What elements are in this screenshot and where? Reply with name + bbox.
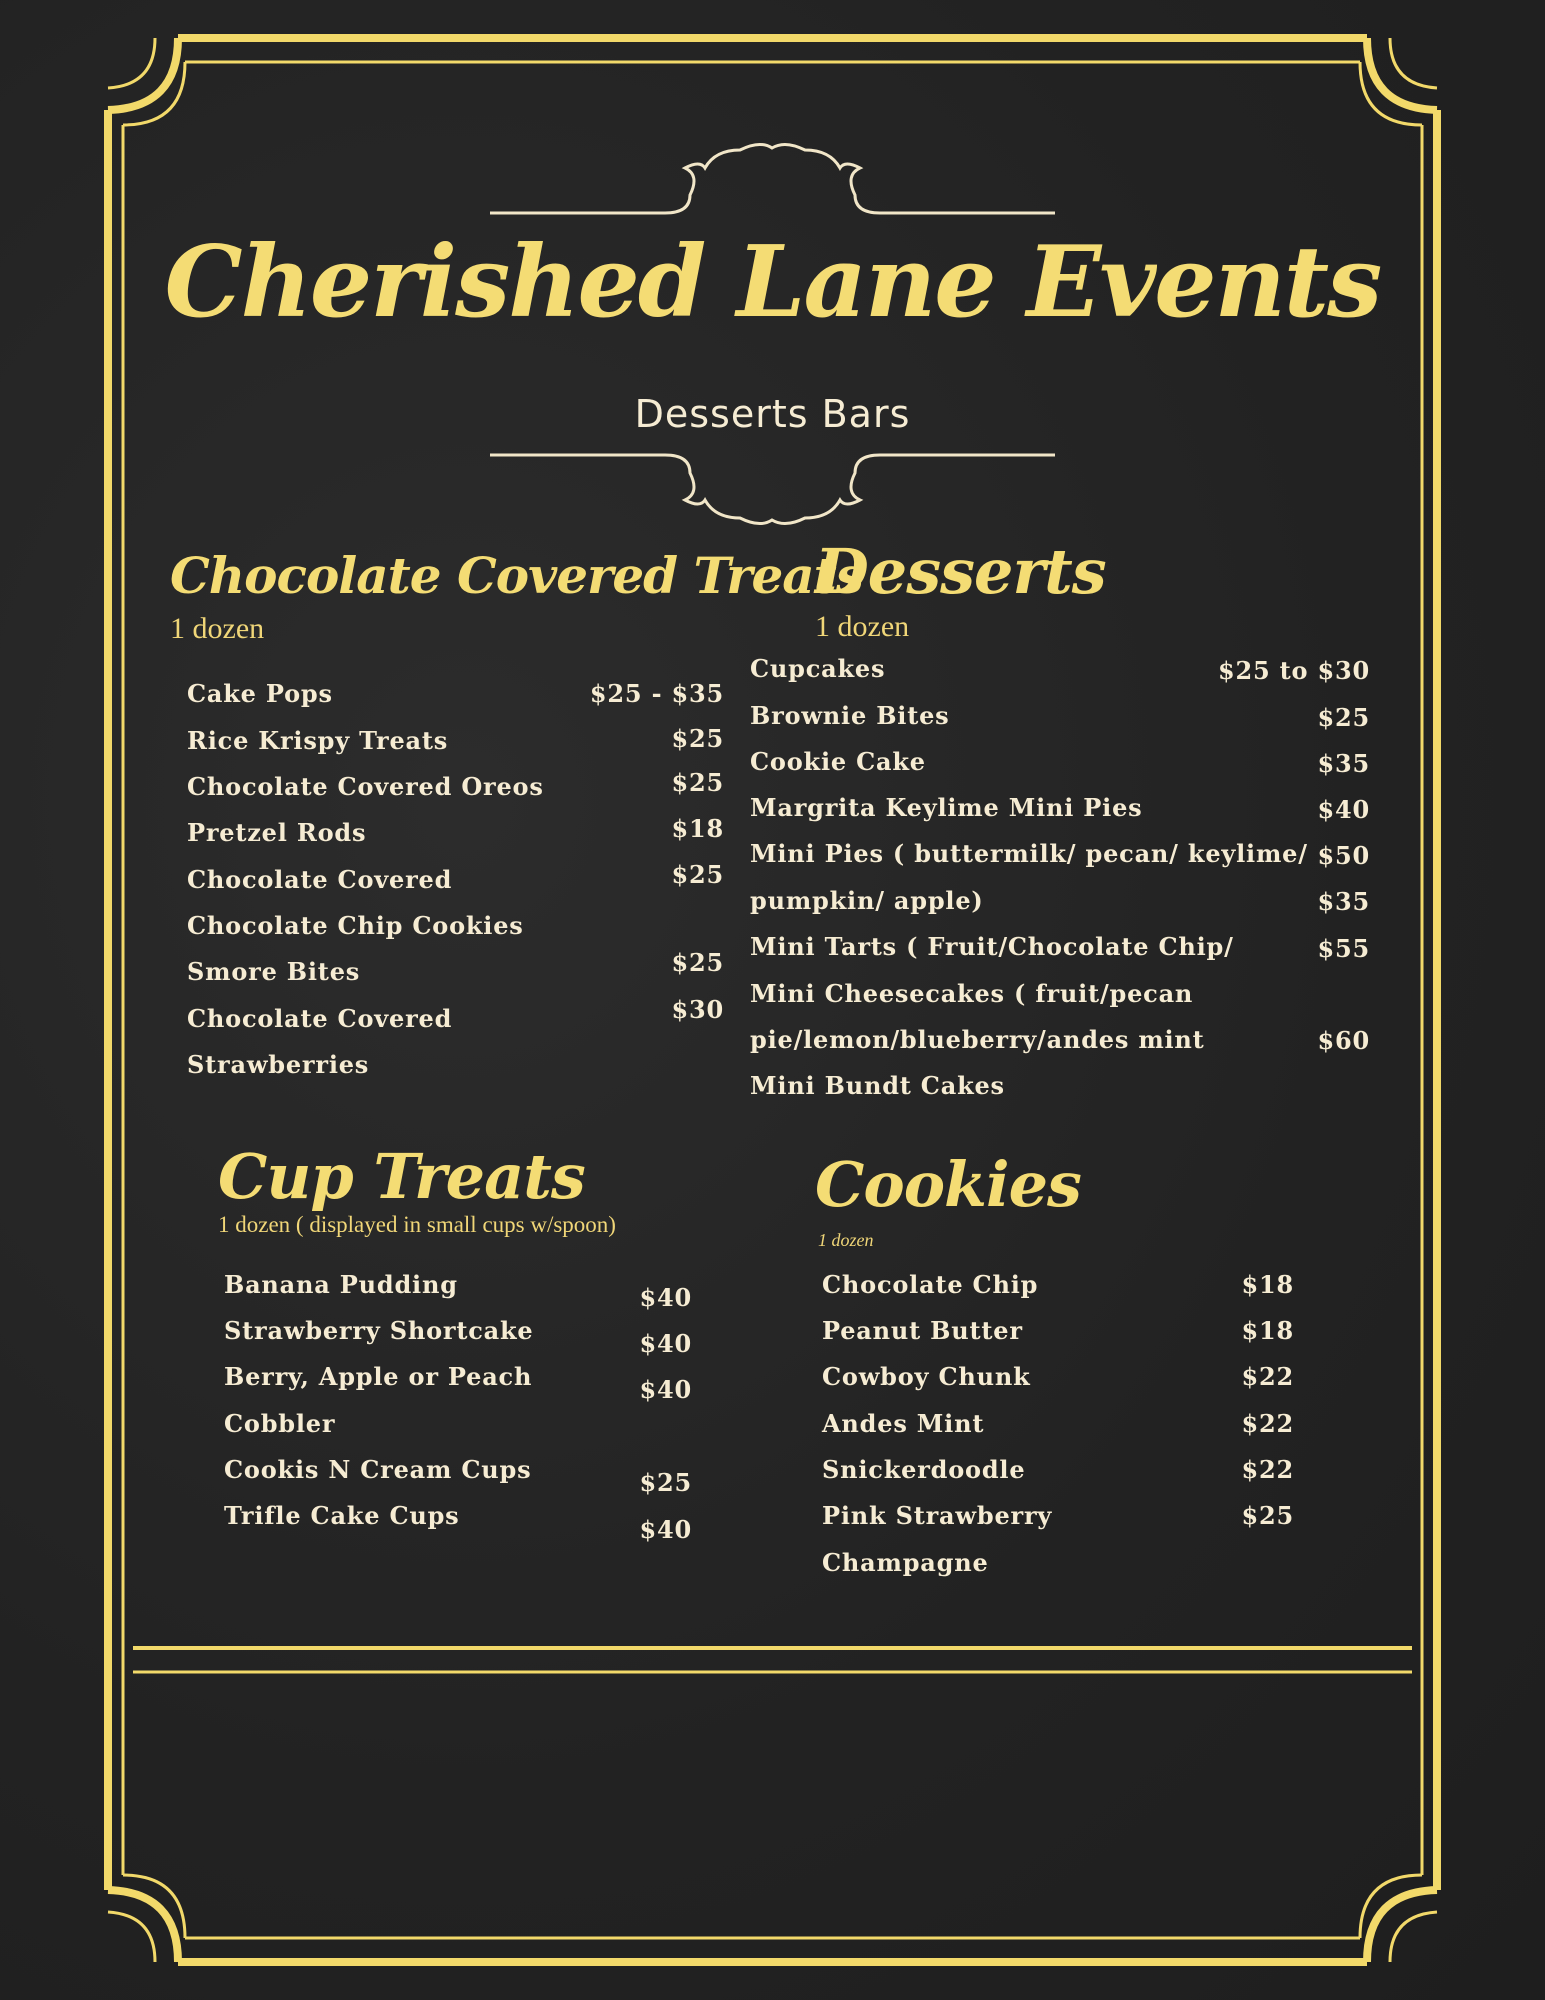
menu-item-price: $25 [671, 768, 724, 797]
menu-item-price: $25 [671, 724, 724, 753]
section-note-cup: 1 dozen ( displayed in small cups w/spoon) [218, 1212, 616, 1237]
menu-item-price: $25 [639, 1468, 692, 1497]
menu-item-price: $25 [1317, 703, 1370, 732]
menu-item-label: Strawberries [187, 1050, 370, 1079]
menu-item-price: $40 [1317, 795, 1370, 824]
menu-item-label: Smore Bites [187, 957, 361, 986]
menu-item-label: Mini Tarts ( Fruit/Chocolate Chip/ [750, 932, 1234, 961]
menu-item-price: $60 [1317, 1026, 1370, 1055]
menu-item-label: Margrita Keylime Mini Pies [750, 793, 1143, 822]
section-heading-cup: Cup Treats [218, 1140, 585, 1213]
menu-item-label: Chocolate Covered Oreos [187, 772, 544, 801]
menu-item-label: Cookie Cake [750, 747, 926, 776]
section-heading-cookies: Cookies [815, 1148, 1081, 1221]
menu-item-label: Snickerdoodle [822, 1455, 1026, 1484]
menu-item-price: $55 [1317, 934, 1370, 963]
menu-item-label: Chocolate Covered [187, 865, 453, 894]
menu-item-price: $25 - $35 [589, 679, 724, 708]
menu-item-label: Mini Cheesecakes ( fruit/pecan [750, 979, 1194, 1008]
menu-item-label: Rice Krispy Treats [187, 726, 449, 755]
menu-item-price: $18 [1241, 1270, 1294, 1299]
menu-item-price: $22 [1241, 1455, 1294, 1484]
menu-item-label: Champagne [822, 1548, 989, 1577]
menu-item-label: Cupcakes [750, 654, 886, 683]
menu-item-price: $50 [1317, 841, 1370, 870]
menu-item-price: $35 [1317, 887, 1370, 916]
menu-item-price: $35 [1317, 749, 1370, 778]
menu-item-label: Mini Pies ( buttermilk/ pecan/ keylime/ [750, 839, 1308, 868]
menu-item-price: $25 [671, 948, 724, 977]
section-note-chocolate: 1 dozen [170, 612, 265, 645]
section-heading-desserts: Desserts [815, 535, 1106, 608]
menu-item-price: $22 [1241, 1409, 1294, 1438]
menu-item-price: $40 [639, 1515, 692, 1544]
menu-item-label: Andes Mint [822, 1409, 985, 1438]
menu-item-label: Banana Pudding [224, 1270, 458, 1299]
menu-item-price: $25 [671, 860, 724, 889]
menu-item-label: Brownie Bites [750, 701, 950, 730]
menu-item-price: $30 [671, 995, 724, 1024]
menu-item-price: $25 to $30 [1218, 656, 1370, 685]
menu-item-label: pie/lemon/blueberry/andes mint [750, 1025, 1205, 1054]
section-note-desserts: 1 dozen [815, 610, 910, 643]
menu-item-label: Pink Strawberry [822, 1501, 1053, 1530]
menu-item-price: $25 [1241, 1501, 1294, 1530]
menu-item-price: $40 [639, 1375, 692, 1404]
menu-item-price: $18 [671, 814, 724, 843]
menu-item-label: pumpkin/ apple) [750, 886, 984, 915]
menu-item-price: $40 [639, 1283, 692, 1312]
menu-item-label: Cobbler [224, 1409, 336, 1438]
menu-item-label: Mini Bundt Cakes [750, 1071, 1005, 1100]
menu-item-label: Cookis N Cream Cups [224, 1455, 532, 1484]
section-note-cookies: 1 dozen [818, 1230, 874, 1250]
menu-item-label: Trifle Cake Cups [224, 1501, 460, 1530]
page-title: Cherished Lane Events [164, 225, 1381, 340]
menu-item-label: Peanut Butter [822, 1316, 1023, 1345]
menu-item-label: Cowboy Chunk [822, 1362, 1031, 1391]
menu-item-price: $18 [1241, 1316, 1294, 1345]
menu-item-label: Chocolate Chip [822, 1270, 1039, 1299]
menu-item-label: Cake Pops [187, 679, 333, 708]
menu-item-price: $40 [639, 1329, 692, 1358]
menu-item-label: Chocolate Covered [187, 1004, 453, 1033]
menu-item-price: $22 [1241, 1362, 1294, 1391]
menu-item-label: Pretzel Rods [187, 818, 367, 847]
section-heading-chocolate: Chocolate Covered Treats [170, 546, 863, 605]
menu-item-label: Strawberry Shortcake [224, 1316, 534, 1345]
menu-item-label: Chocolate Chip Cookies [187, 911, 524, 940]
page-subtitle: Desserts Bars [634, 392, 911, 436]
menu-item-label: Berry, Apple or Peach [224, 1362, 533, 1391]
